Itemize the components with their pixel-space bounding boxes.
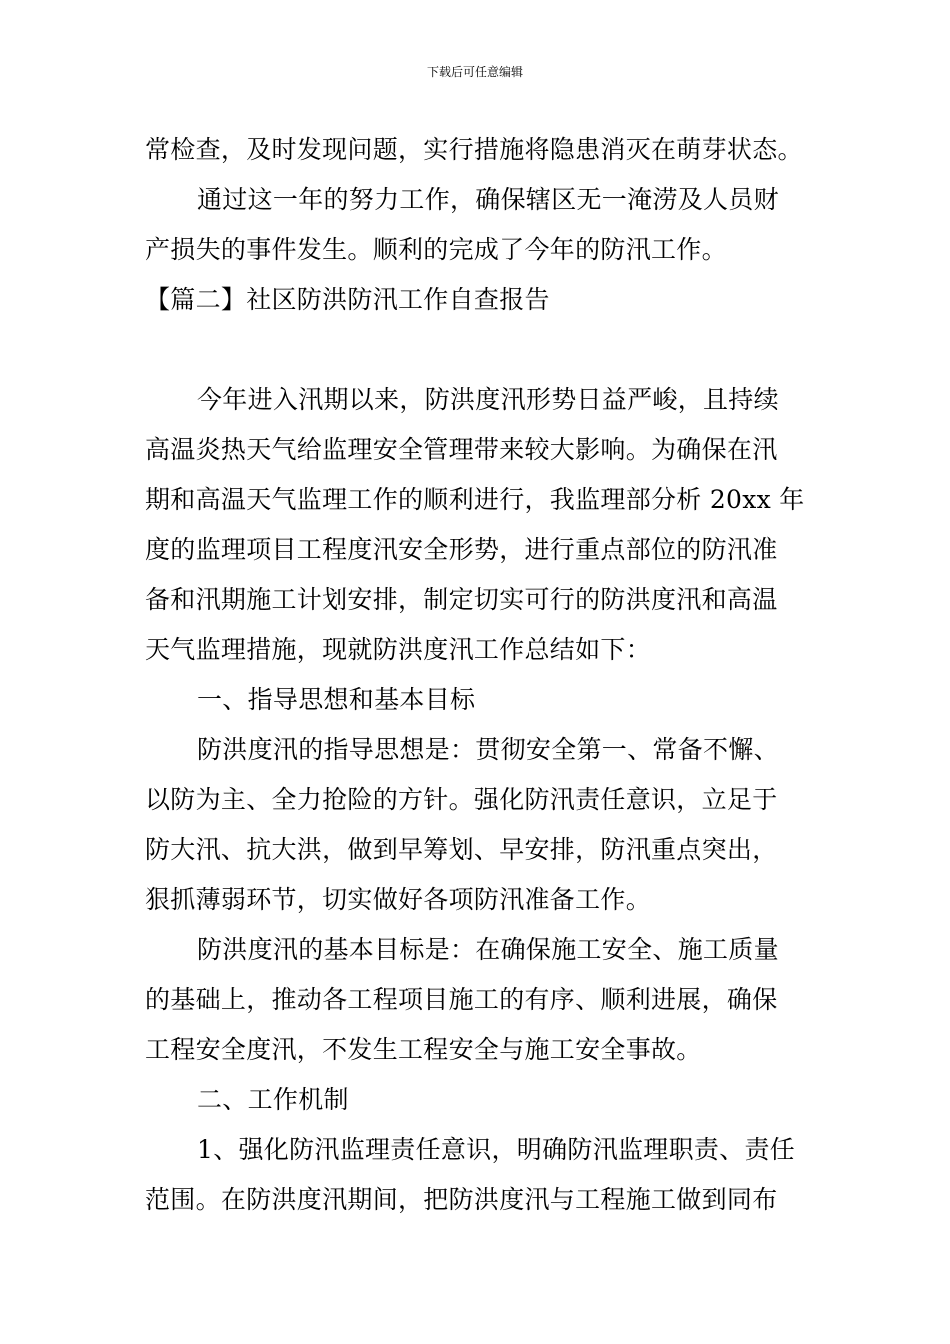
section-heading: 【篇二】社区防洪防汛工作自查报告 [145, 285, 550, 314]
text-line: 度的监理项目工程度汛安全形势，进行重点部位的防汛准 [145, 535, 778, 564]
text-line: 常检查，及时发现问题，实行措施将隐患消灭在萌芽状态。 [145, 135, 803, 164]
text-line: 工程安全度汛，不发生工程安全与施工安全事故。 [145, 1035, 702, 1064]
text-line: 产损失的事件发生。顺利的完成了今年的防汛工作。 [145, 235, 727, 264]
text-line: 高温炎热天气给监理安全管理带来较大影响。为确保在汛 [145, 435, 778, 464]
text-line: 1、强化防汛监理责任意识，明确防汛监理职责、责任 [197, 1135, 796, 1164]
document-body [145, 125, 810, 1225]
text-line: 期和高温天气监理工作的顺利进行，我监理部分析 20xx 年 [145, 485, 805, 514]
text-line: 范围。在防洪度汛期间，把防洪度汛与工程施工做到同布 [145, 1185, 778, 1214]
text-line: 以防为主、全力抢险的方针。强化防汛责任意识，立足于 [145, 785, 778, 814]
text-line: 今年进入汛期以来，防洪度汛形势日益严峻，且持续 [197, 385, 779, 414]
text-line: 的基础上，推动各工程项目施工的有序、顺利进展，确保 [145, 985, 778, 1014]
text-line: 防洪度汛的基本目标是：在确保施工安全、施工质量 [197, 935, 779, 964]
subheading: 二、工作机制 [197, 1085, 349, 1114]
text-line: 天气监理措施，现就防洪度汛工作总结如下： [145, 635, 652, 664]
text-line: 备和汛期施工计划安排，制定切实可行的防洪度汛和高温 [145, 585, 778, 614]
text-line: 通过这一年的努力工作，确保辖区无一淹涝及人员财 [197, 185, 779, 214]
page-header: 下载后可任意编辑 [426, 65, 523, 79]
text-line: 防洪度汛的指导思想是：贯彻安全第一、常备不懈、 [197, 735, 779, 764]
text-line: 防大汛、抗大洪，做到早筹划、早安排，防汛重点突出， [145, 835, 778, 864]
text-line: 狠抓薄弱环节，切实做好各项防汛准备工作。 [145, 885, 652, 914]
subheading: 一、指导思想和基本目标 [197, 685, 476, 714]
blank-line [145, 325, 810, 375]
